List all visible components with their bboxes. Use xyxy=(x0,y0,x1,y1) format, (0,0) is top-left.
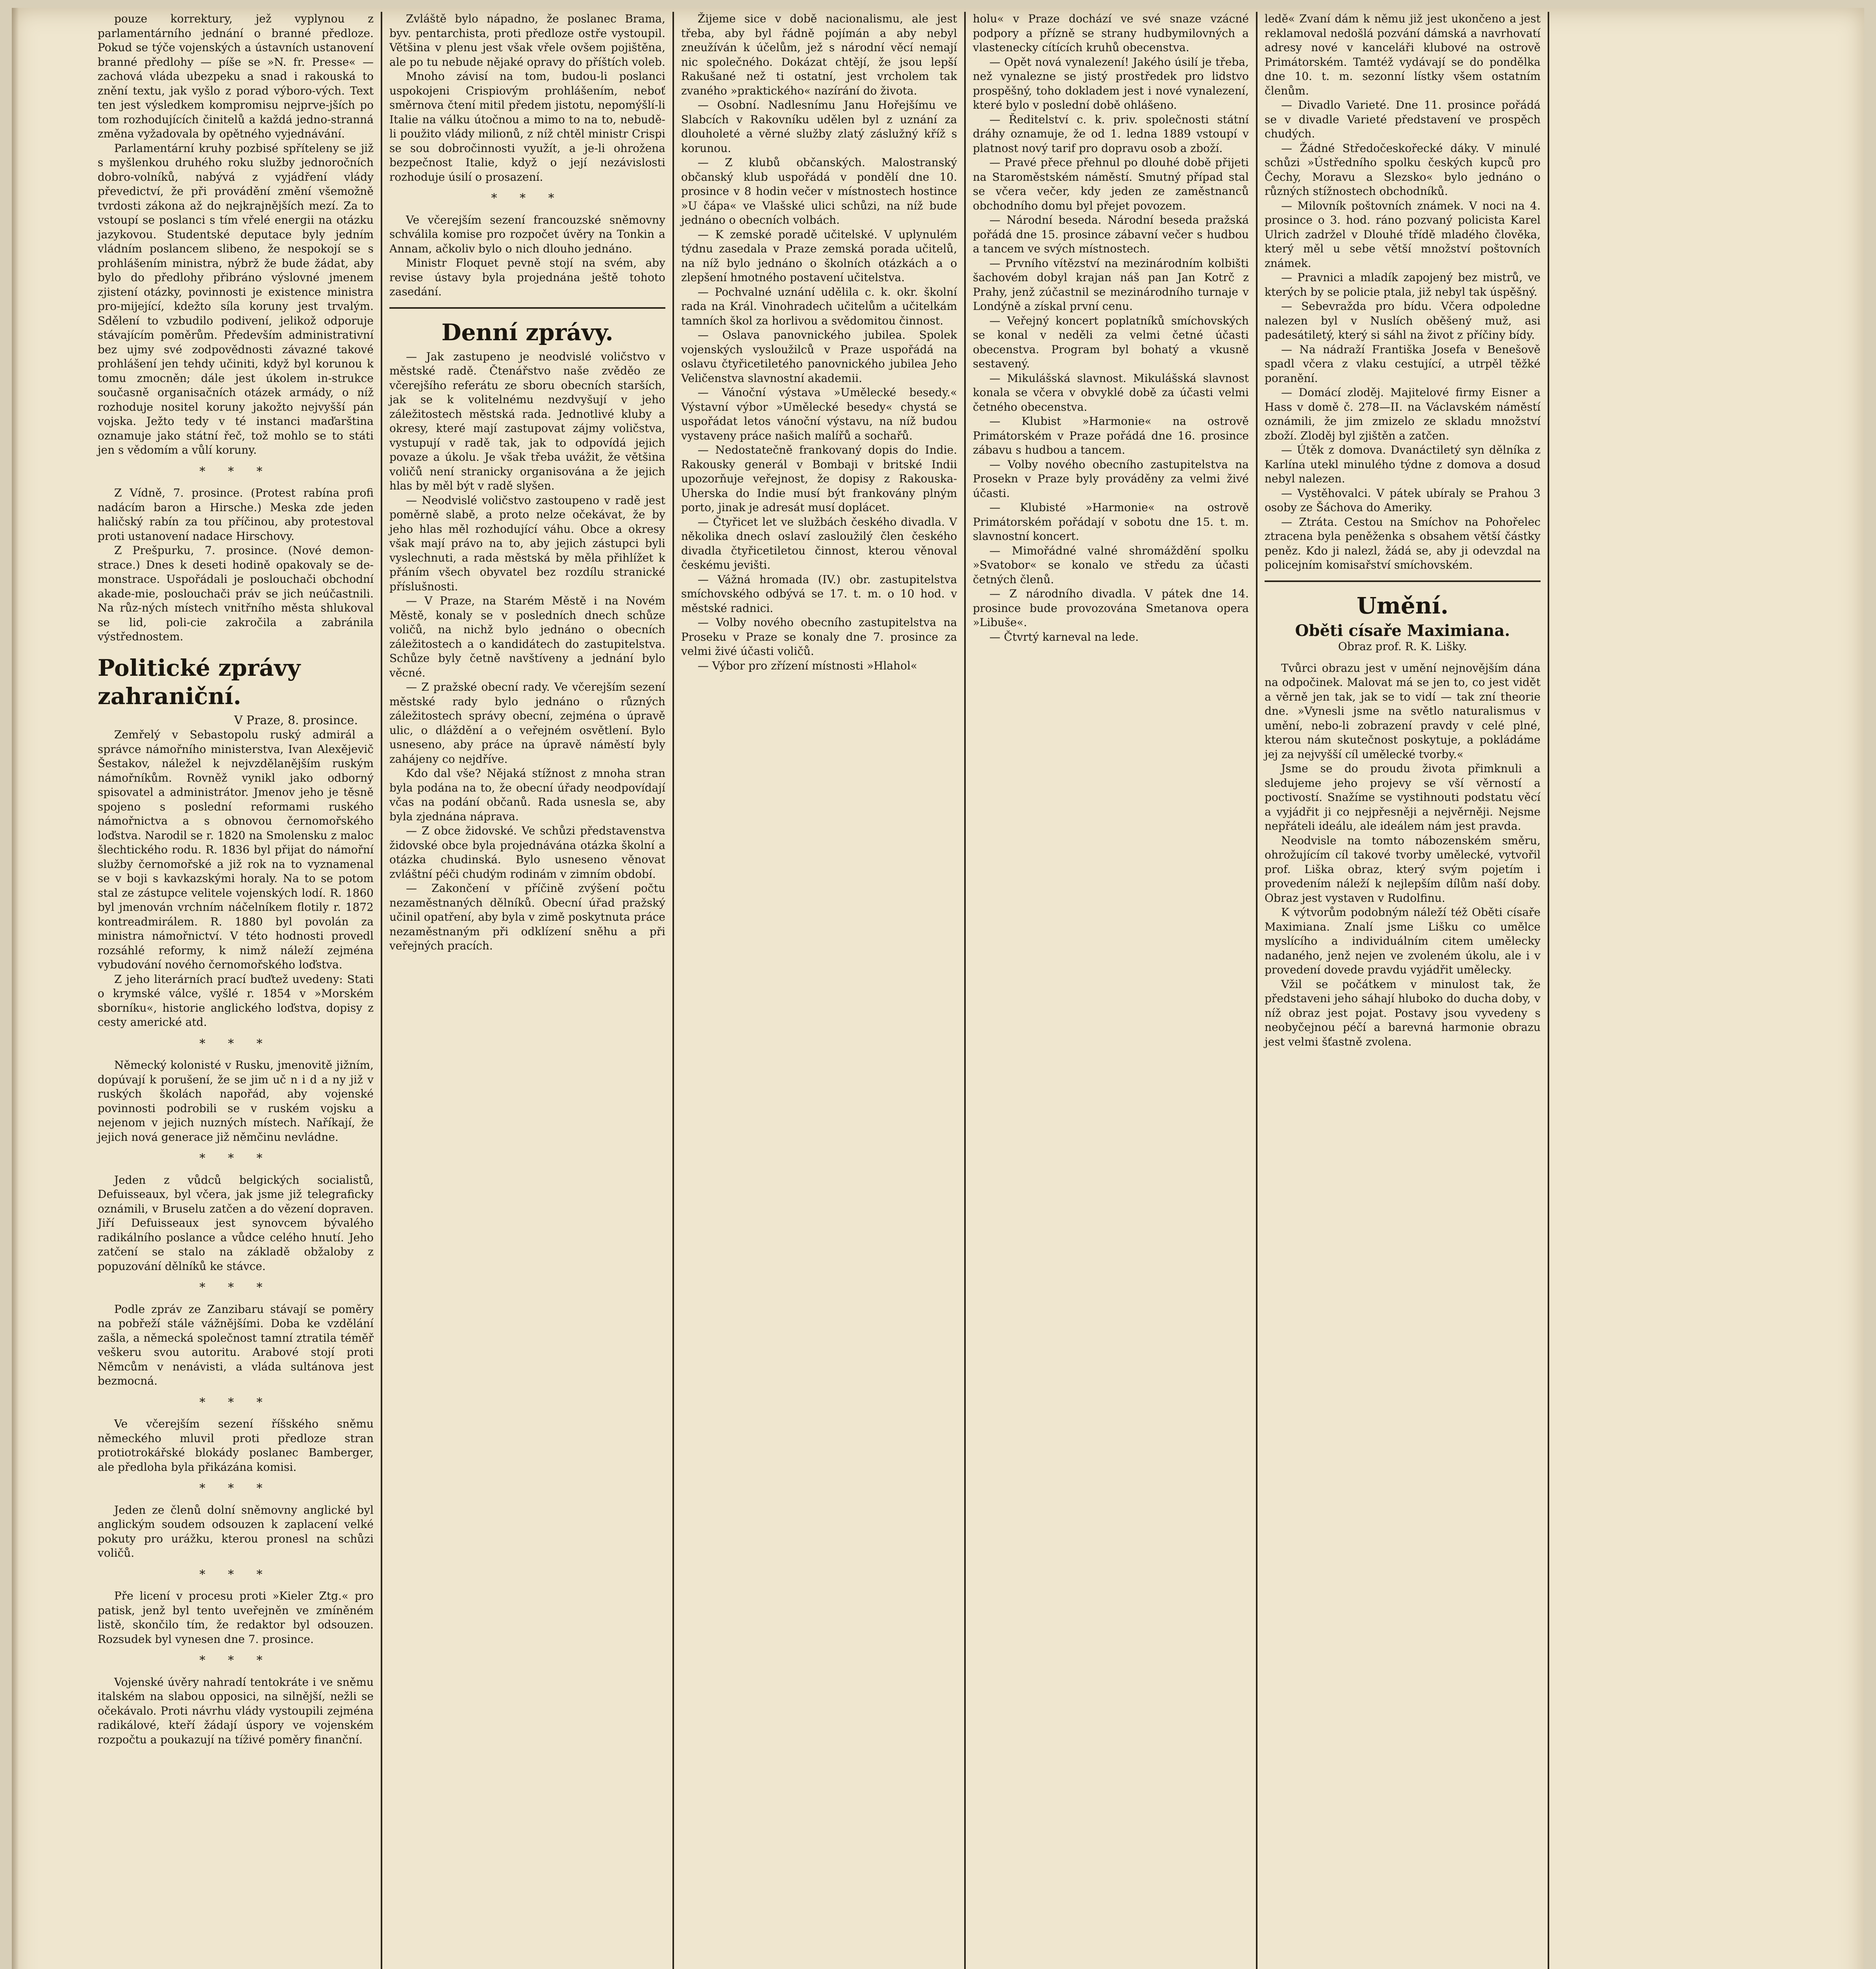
newspaper-columns xyxy=(91,12,1843,1969)
separator-stars: * * * xyxy=(199,1567,272,1582)
news-item: — K zemské poradě učitelské. V uplynulém týdnu zasedala v Praze zemská porada učitelů, na níž bylo jednáno o školních otázkách a o zlepšení hmotného postavení učitelstva. xyxy=(681,228,957,284)
news-item: — Výbor pro zřízení místnosti »Hlahol« xyxy=(698,659,917,672)
news-item: — Oslava panovnického jubilea. Spolek vojenských vysloužilců v Praze uspořádá na oslavu čtyřicetiletého panovnického jubilea Jeho Veličenstva slavnostní akademii. xyxy=(681,328,957,385)
news-item: — Národní beseda. Národní beseda pražská pořádá dne 15. prosince zábavní večer s hudbou a tancem ve svých místnostech. xyxy=(973,213,1249,255)
dateline: V Praze, 8. prosince. xyxy=(234,713,358,727)
news-item: — Žádné Středočeskořecké dáky. V minulé schůzi »Ústředního spolku českých kupců pro Čechy, Moravu a Slezsko« bylo jednáno o různých stížnostech obchodníků. xyxy=(1265,141,1541,198)
article-paragraph: Jeden z vůdců belgických socialistů, Defuisseaux, byl včera, jak jsme již telegraficky oznámili, v Bruselu zatčen a do vězení dopraven. Jiří Defuisseaux jest synovcem bývalého radikálního poslance a vůdce celého hnutí. Jeho zatčení se stalo na základě obžaloby z popuzování dělníků ke stávce. xyxy=(98,1173,374,1273)
news-item: — Osobní. Nadlesnímu Janu Hořejšímu ve Slabcích v Rakovníku udělen byl z uznání za dlouholeté a věrné služby zlatý záslužný kříž s korunou. xyxy=(681,98,957,155)
separator-stars: * * * xyxy=(491,191,564,205)
news-item: — Vážná hromada (IV.) obr. zastupitelstva smíchovského odbývá se 17. t. m. o 10 hod. v městské radnici. xyxy=(681,573,957,615)
article-paragraph: Tvůrci obrazu jest v umění nejnovějším dána na odpočinek. Malovat má se jen to, co jest vidět a věrně jen tak, jak se to vidí — tak zní theorie dne. »Vynesli jsme na světlo naturalismus v umění, nebo-li zobrazení pravdy v celé plné, kterou nám skutečnost poskytuje, a pokládáme jej za nejvyšší cíl umělecké tvorby.« xyxy=(1265,661,1541,761)
news-item: — Zakončení v příčině zvýšení počtu nezaměstnaných dělníků. Obecní úřad pražský učinil opatření, aby byla v zimě poskytnuta práce nezaměstnaným při odklízení sněhu a při veřejných pracích. xyxy=(389,882,665,952)
article-paragraph: Zvláště bylo nápadno, že poslanec Brama, byv. pentarchista, proti předloze ostře vystoupil. Většina v plenu jest však vřele ovšem pojištěna, ale po tu nebude nějaké opravy do příštích voleb. xyxy=(389,12,665,69)
separator-stars: * * * xyxy=(199,1481,272,1495)
article-paragraph: Ve včerejším sezení francouzské sněmovny schválila komise pro rozpočet úvěry na Tonkin a Annam, ačkoliv bylo o nich dlouho jednáno. xyxy=(389,213,665,255)
news-item: — Z pražské obecní rady. Ve včerejším sezení městské rady bylo jednáno o různých záležitostech správy obecní, zejména o úpravě ulic, o dláždění a o veřejném osvětlení. Bylo usneseno, aby práce na úpravě náměstí byly zahájeny co nejdříve. xyxy=(389,680,665,766)
news-item: — Volby nového obecního zastupitelstva na Proseku v Praze se konaly dne 7. prosince za velmi živé účasti voličů. xyxy=(681,616,957,658)
separator-stars: * * * xyxy=(199,1654,272,1667)
news-item: — Pravé přece přehnul po dlouhé době přijeti na Staroměstském náměstí. Smutný případ stal se včera večer, kdy jeden ze zaměstnanců obchodního domu byl přejet povozem. xyxy=(973,156,1249,212)
separator-stars: * * * xyxy=(199,1395,272,1409)
article-byline: Obraz prof. R. K. Lišky. xyxy=(1338,640,1467,653)
section-heading-daily-news: Denní zprávy. xyxy=(441,319,613,346)
article-paragraph: Vojenské úvěry nahradí tentokráte i ve sněmu italském na slabou opposici, na silnější, nežli se očekávalo. Proti návrhu vlády vystoupili zejména radikálové, kteří žádají úspory ve vojenském rozpočtu a poukazují na tíživé poměry finanční. xyxy=(98,1675,374,1746)
news-item: — Opět nová vynalezení! Jakého úsilí je třeba, než vynalezne se jistý prostředek pro lidstvo prospěšný, toho dokladem jest i nové vynalezení, které bylo v poslední době ohlášeno. xyxy=(973,55,1249,111)
article-paragraph: Mnoho závisí na tom, budou-li poslanci uspokojeni Crispiovým prohlášením, neboť směrnova čtení mitil předem jistotu, nepomýšlí-li Italie na válku útočnou a mimo to na to, nebudě-li použito vlády milionů, z níž chtěl ministr Crispi se sou dobročinnosti využít, a je-li ohrožena bezpečnost Italie, když o její nezávislosti rozhoduje úsilí o prosazení. xyxy=(389,70,665,184)
news-item: — Jak zastupeno je neodvislé voličstvo v městské radě. Čtenářstvo naše zvěděo ze včerejšího referátu ze sboru obecních starších, jak se k volitelnému nezdvyšují v jeho záležitostech městská rada. Jednotlivé kluby a okresy, které mají zastupovat zájmy voličstva, vystupují v radě tak, jak to odpovídá jejich povaze a úkolu. Je však třeba uvážit, že většina voličů není stranicky organisována a že jejich hlas by měl být v radě slyšen. xyxy=(389,350,665,492)
separator-stars: * * * xyxy=(199,464,272,478)
article-paragraph: Parlamentární kruhy pozbisé spříteleny se již s myšlenkou druhého roku služby jednoročních dobro-volníků, nabývá z vyjádření vlády převedictví, že při provádění změní všemožně tvrdosti zákona až do nejkrajnějších mezí. Za to vstoupí se poslanci s tím vřelé energii na otázku jazykovou. Studentské deputace byly jedním vládním poslancem slibeno, že nespokojí se s prohlášením ministra, nýbrž že bude žádat, aby bylo do předlohy přibráno výslovné jmenem zjistení otázky, povinnosti je existence ministra pro-mijející, kdežto síla koruny jest trvalým. Sdělení to vzbudilo podivení, jelikož odporuje stávajícím poměrům. Především administrativní bez ujmy své zodpovědnosti závazné takové prohlášení jen tehdy učiniti, když byl korunou k tomu zmocněn; dále jest úkolem in-strukce současně organisačních otázek armády, o níž rozhoduje nositel koruny jakožto nejvyšší pán vojska. Ježto tedy v té instanci maďarština oznamuje jako státní řeč, tož mohlo se to státi jen s vědomím a vůlí koruny. xyxy=(98,141,374,456)
news-item: Z Prešpurku, 7. prosince. (Nové demon-strace.) Dnes k deseti hodině opakovaly se de-monstrace. Uspořádali je poslouchači obchodní akade-mie, poslouchači práv se jich neúčastnili. Na růz-ných místech vnitřního města shlukoval se lid, poli-cie zakročila a zabránila výstřednostem. xyxy=(98,544,374,643)
separator-stars: * * * xyxy=(199,1281,272,1294)
article-paragraph: Zemřelý v Sebastopolu ruský admirál a správce námořního ministerstva, Ivan Alexějevič Šestakov, náležel k nejvzdělanějším ruským námořníkům. Rovněž vynikl jako odborný spisovatel a administrátor. Jmenov jeho je těsně spojeno s poslední reformami ruského námořnictva a s obnovou černomořského loďstva. Narodil se r. 1820 na Smolensku z maloc šlechtického rodu. R. 1836 byl přijat do námořní služby černomořské a již rok na to vyznamenal se v boji s kavkazskými horaly. Na to se potom stal ze zástupce velitele vojenských lodí. R. 1860 byl jmenován vrchním náčelníkem flotily r. 1872 kontreadmirálem. R. 1880 byl povolán za ministra námořnictví. V této hodnosti provedl rozsáhlé reformy, k nimž náleží zejména vybudování nového černomořského loďstva. xyxy=(98,728,374,971)
news-item: — Čtvrtý karneval na lede. xyxy=(989,630,1139,643)
news-item: — Z národního divadla. V pátek dne 14. prosince bude provozována Smetanova opera »Libuše«. xyxy=(973,587,1249,629)
column-4 xyxy=(966,12,1257,1969)
news-item: Kdo dal vše? Nějaká stížnost z mnoha stran byla podána na to, že obecní úřady neodpovídají včas na podání občanů. Rada usnesla se, aby byla zjednána náprava. xyxy=(389,767,665,823)
article-paragraph: Neodvisle na tomto nábozenském směru, ohrožujícím cíl takové tvorby umělecké, vytvořil prof. Liška obraz, který svým pojetím i provedením náleží k nejlepším dílům naší doby. Obraz jest vystaven v Rudolfinu. xyxy=(1265,834,1541,905)
news-item: — Pravnici a mladík zapojený bez mistrů, ve kterých by se policie ptala, již nebyl tak úspěšný. xyxy=(1265,271,1541,299)
news-item: — V Praze, na Starém Městě i na Novém Městě, konaly se v posledních dnech schůze voličů, na nichž bylo jednáno o obecních záležitostech a o kandidátech do zastupitelstva. Schůze byly četně navštíveny a jednání bylo věcné. xyxy=(389,594,665,679)
news-item: — Veřejný koncert poplatníků smíchovských se konal v neděli za velmi četné účasti obecenstva. Program byl bohatý a vkusně sestavený. xyxy=(973,314,1249,370)
section-rule xyxy=(389,307,665,309)
page-fold-shadow xyxy=(12,8,19,1969)
news-item: — Mimořádné valné shromáždění spolku »Svatobor« se konalo ve středu za účasti četných členů. xyxy=(973,544,1249,586)
article-paragraph: Jsme se do proudu života přimknuli a sledujeme jeho projevy se vší věrností a poctivostí. Snažíme se vystihnouti podstatu věcí a vyjádřit ji co nejpřesněji a nejvěrněji. Nejsme nepřáteli ideálu, ale ideálem nám jest pravda. xyxy=(1265,762,1541,832)
article-paragraph: Z jeho literárních prací buďtež uvedeny: Stati o krymské válce, vyšlé r. 1854 v »Morském sborníku«, historie anglického loďstva, dopisy z cesty americké atd. xyxy=(98,972,374,1029)
news-item: — Nedostatečně frankovaný dopis do Indie. Rakousky generál v Bombaji v britské Indii upozorňuje veřejnost, že dopisy z Rakouska-Uherska do Indie musí být frankovány plným porto, jinak je adresát musí doplácet. xyxy=(681,443,957,514)
column-6-blank xyxy=(1549,12,1843,1969)
article-paragraph: Jeden ze členů dolní sněmovny anglické byl anglickým soudem odsouzen k zaplacení velké pokuty pro urážku, kterou pronesl na schůzi voličů. xyxy=(98,1503,374,1559)
article-paragraph: Německý kolonisté v Rusku, jmenovitě jižním, dopúvají k porušení, že se jim uč n i d a ny již v ruských školách napořád, aby vojenské povinnosti podrobili se v ruském vojsku a nejenom v jejich nuzných místech. Naříkají, že jejich nová generace již němčinu nevládne. xyxy=(98,1059,374,1144)
column-5 xyxy=(1257,12,1549,1969)
news-item: — Útěk z domova. Dvanáctiletý syn dělníka z Karlína utekl minulého týdne z domova a dosud nebyl nalezen. xyxy=(1265,443,1541,485)
news-item: — Sebevražda pro bídu. Včera odpoledne nalezen byl v Nuslích oběšený muž, asi padesátiletý, který si sáhl na život z příčiny bídy. xyxy=(1265,300,1541,341)
news-item: Žijeme sice v době nacionalismu, ale jest třeba, aby byl řádně pojímán a aby nebyl zneužíván k účelům, jež s národní věcí nemají nic společného. Dokázat chtějí, že jsou lepší Rakušané než ti ostatní, jest vrcholem tak zvaného »praktického« nazírání do života. xyxy=(681,12,957,97)
news-item: holu« v Praze dochází ve své snaze vzácné podpory a přízně se strany hudbymilovných a vlastenecky cítících kruhů obecenstva. xyxy=(973,12,1249,54)
news-item: — Volby nového obecního zastupitelstva na Prosekn v Praze byly prováděny za velmi živé účasti. xyxy=(973,458,1249,500)
article-paragraph: Vžil se počátkem v minulost tak, že představeni jeho sáhají hluboko do ducha doby, v níž obraz jest pojat. Postavy jsou vyvedeny s neobyčejnou péčí a barevná harmonie obrazu jest velmi šťastně zvolena. xyxy=(1265,977,1541,1048)
news-item: — Neodvislé voličstvo zastoupeno v radě jest poměrně slabě, a proto nelze očekávat, že by jeho hlas měl rozhodující váhu. Obce a okresy však mají právo na to, aby jejich zástupci byli vyslechnuti, a rada městská by měla přihlížet k přáním všech obyvatel bez rozdílu stranické příslušnosti. xyxy=(389,493,665,593)
news-item: Z Vídně, 7. prosince. (Protest rabína profi nadácím baron a Hirsche.) Meska zde jeden haličský rabín za tou příčinou, aby protestoval proti ustanovení nadace Hirschovy. xyxy=(98,486,374,543)
section-heading-foreign-politics: Politické zprávy zahraniční. xyxy=(98,654,301,710)
article-paragraph: Ve včerejším sezení říšského sněmu německého mluvil proti předloze stran protiotrokářské blokády poslanec Bamberger, ale předloha byla přikázána komisi. xyxy=(98,1417,374,1474)
news-item: — Klubist »Harmonie« na ostrově Primátorském v Praze pořádá dne 16. prosince zábavu s hudbou a tancem. xyxy=(973,415,1249,456)
column-2 xyxy=(382,12,674,1969)
news-item: — Čtyřicet let ve službách českého divadla. V několika dnech oslaví zasloužilý člen českého divadla čtyřicetiletou činnost, kterou věnoval českému jevišti. xyxy=(681,515,957,571)
news-item: — Ztráta. Cestou na Smíchov na Pohořelec ztracena byla peněženka s obsahem větší částky peněz. Kdo ji nalezl, žádá se, aby ji odevzdal na policejním komisařství smíchovském. xyxy=(1265,515,1541,571)
news-item: — Divadlo Varieté. Dne 11. prosince pořádá se v divadle Varieté představení ve prospěch chudých. xyxy=(1265,98,1541,140)
article-paragraph: pouze korrektury, jež vyplynou z parlamentárního jednání o branné předloze. Pokud se týče vojenských a ústavních ustanovení branné předlohy — píše se »N. fr. Presse« — zachová vláda ubezpeku a snad i rakouská to znění textu, jak vyšlo z porad výboro-vých. Text ten jest výsledkem kompromisu nejprve-jších po tom rozhodujících činitelů a každá jedno-stranná změna vyžadovala by opětného vyjednávání. xyxy=(98,12,374,140)
news-item: — Domácí zloděj. Majitelové firmy Eisner a Hass v domě č. 278—II. na Václavském náměstí oznámili, že jim zmizelo ze skladu množství zboží. Zloděj byl zjištěn a zatčen. xyxy=(1265,386,1541,442)
article-paragraph: Pře licení v procesu proti »Kieler Ztg.« pro patisk, jenž byl tento uveřejněn ve zmíněném listě, skončilo tím, že redaktor byl odsouzen. Rozsudek byl vynesen dne 7. prosince. xyxy=(98,1589,374,1646)
news-item: — Z klubů občanských. Malostranský občanský klub uspořádá v pondělí dne 10. prosince v 8 hodin večer v místnostech hostince »U čápa« ve Vlašské ulici schůzi, na níž bude jednáno o obecních volbách. xyxy=(681,156,957,226)
article-title: Oběti císaře Maximiana. xyxy=(1295,621,1510,640)
news-item: — Milovník poštovních známek. V noci na 4. prosince o 3. hod. ráno pozvaný policista Karel Ulrich zadržel v Dlouhé třídě mladého člověka, který měl u sebe větší množství poštovních známek. xyxy=(1265,199,1541,270)
news-item: ledě« Zvaní dám k němu již jest ukončeno a jest reklamoval nedošlá pozvání dámská a navrhovatí adresy nové v kanceláři klubové na ostrově Primátorském. Tamtéž vydávají se do pondělka dne 10. t. m. sezonní lístky všem ostatním členům. xyxy=(1265,12,1541,97)
separator-stars: * * * xyxy=(199,1036,272,1051)
section-heading-arts: Umění. xyxy=(1356,592,1449,619)
article-paragraph: Podle zpráv ze Zanzibaru stávají se poměry na pobřeží stále vážnějšími. Doba ke vzdělání zašla, a německá společnost tamní ztratila téměř veškeru svou autoritu. Arabové stojí proti Němcům v nenávisti, a vláda sultánova jest bezmocná. xyxy=(98,1302,374,1387)
news-item: — Ředitelství c. k. priv. společnosti státní dráhy oznamuje, že od 1. ledna 1889 vstoupí v platnost nový tarif pro dopravu osob a zboží. xyxy=(973,113,1249,155)
news-item: — Pochvalné uznání udělila c. k. okr. školní rada na Král. Vinohradech učitelům a učitelkám tamních škol za horlivou a svědomitou činnost. xyxy=(681,285,957,327)
article-paragraph: K výtvorům podobným náleží též Oběti císaře Maximiana. Znalí jsme Lišku co umělce myslícího a individuálním citem umělecky nadaného, jenž nejen ve zvoleném úkolu, ale i v provedení dovede pravdu vyjádřit umělecky. xyxy=(1265,906,1541,976)
news-item: — Mikulášská slavnost. Mikulášská slavnost konala se včera v obvyklé době za účasti velmi četného obecenstva. xyxy=(973,371,1249,413)
news-item: — Na nádraží Františka Josefa v Benešově spadl včera z vlaku cestující, a utrpěl těžké poranění. xyxy=(1265,343,1541,385)
column-3 xyxy=(674,12,966,1969)
separator-stars: * * * xyxy=(199,1151,272,1165)
column-1 xyxy=(91,12,382,1969)
section-rule xyxy=(1265,580,1541,582)
article-paragraph: Ministr Floquet pevně stojí na svém, aby revise ústavy byla projednána ještě tohoto zasedání. xyxy=(389,256,665,298)
news-item: — Z obce židovské. Ve schůzi představenstva židovské obce byla projednávána otázka školní a otázka chudinská. Bylo usneseno věnovat zvláštní péči chudým rodinám v zimním období. xyxy=(389,824,665,881)
news-item: — Vystěhovalci. V pátek ubíraly se Prahou 3 osoby ze Šáchova do Ameriky. xyxy=(1265,486,1541,514)
news-item: — Vánoční výstava »Umělecké besedy.« Výstavní výbor »Umělecké besedy« chystá se uspořádat letos vánoční výstavu, na níž budou vystaveny práce našich malířů a sochařů. xyxy=(681,386,957,442)
news-item: — Prvního vítězství na mezinárodním kolbišti šachovém dobyl krajan náš pan Jan Kotrč z Prahy, jenž zúčastnil se mezinárodního turnaje v Londýně a získal první cenu. xyxy=(973,256,1249,313)
news-item: — Klubisté »Harmonie« na ostrově Primátorském pořádají v sobotu dne 15. t. m. slavnostní koncert. xyxy=(973,501,1249,543)
